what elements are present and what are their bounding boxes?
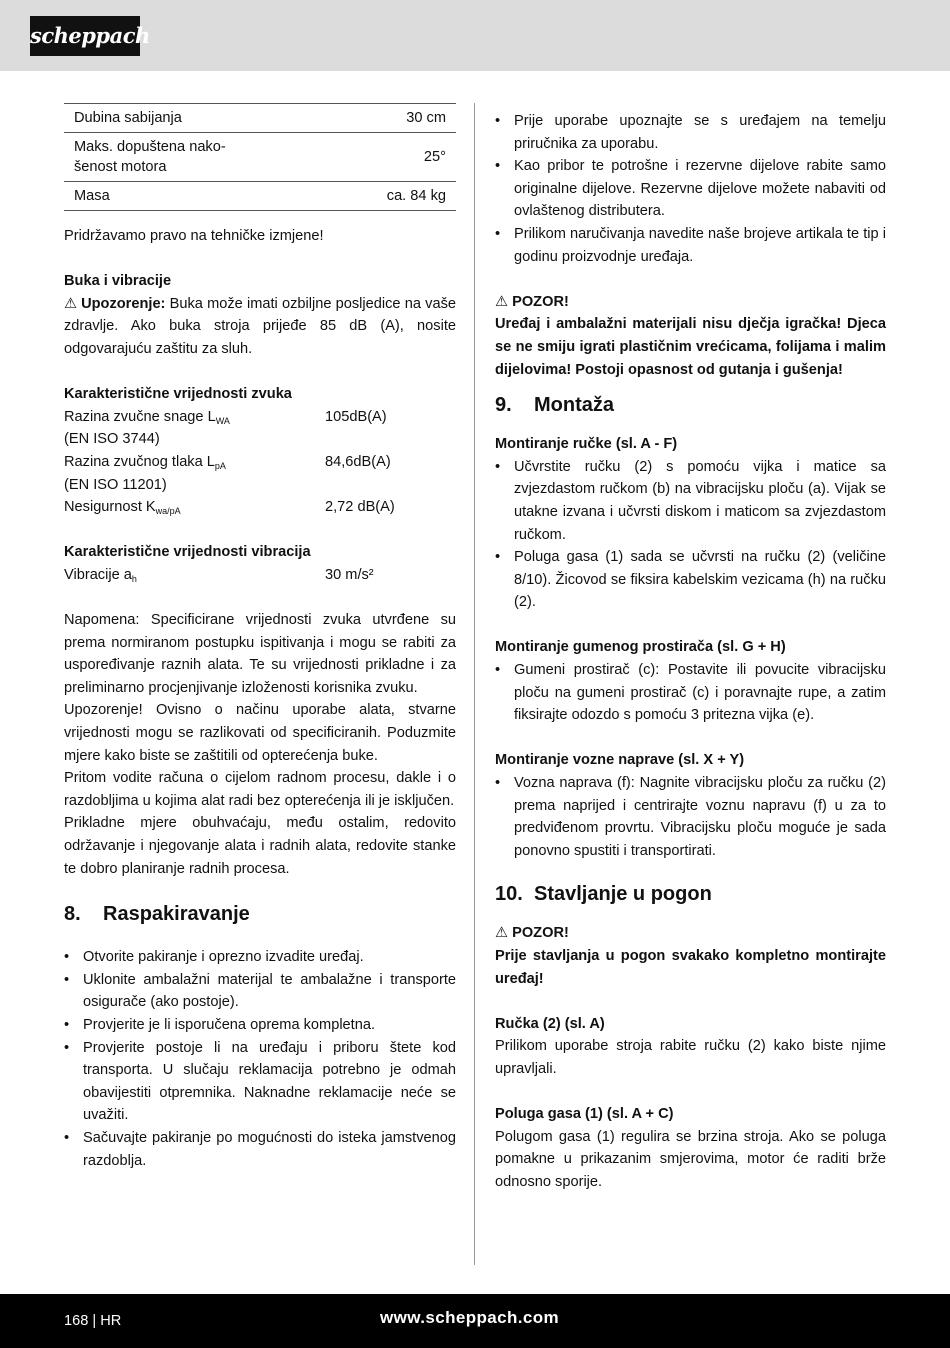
warning-icon: ⚠ — [495, 925, 509, 942]
intro-list — [495, 110, 886, 268]
list-item: • Učvrstite ručku (2) s pomoću vijka i matice sa zvjezdastom ručkom (b) na vibracijsku ploču (a). Vijak se utakne izvana i učvrsti diskom i maticom sa zvjezdastom ručkom. — [495, 456, 886, 546]
section-number: 8. — [64, 903, 81, 926]
sound-heading: Karakteristične vrijednosti zvuka — [64, 386, 292, 403]
spec-value: 30 cm — [264, 104, 456, 133]
wheel-heading: Montiranje vozne naprave (sl. X + Y) — [495, 752, 745, 769]
pozor-label: ⚠ POZOR! — [495, 922, 886, 945]
sound-power-label: Razina zvučne snage $L_{WA}$ — [64, 408, 230, 426]
warning-icon: ⚠ — [495, 293, 509, 310]
note-paragraph: Prikladne mjere obuhvaćaju, među ostalim, redovito održavanje i njegovanje alata i radnih alata, redovite stanke te dobro planiranje radnih procesa. — [64, 815, 456, 877]
sound-pressure-value: 84,6dB(A) — [325, 453, 391, 470]
warning-label: Upozorenje: — [81, 295, 166, 312]
table-row — [64, 182, 456, 211]
spec-label: Masa — [64, 182, 264, 211]
vibration-row — [64, 564, 456, 587]
wheel-list — [495, 772, 886, 862]
pozor-text: Prije stavljanja u pogon svakako kompletno montirajte uređaj! — [495, 948, 886, 987]
handle-heading: Montiranje ručke (sl. A - F) — [495, 436, 678, 453]
right-column — [495, 110, 886, 1194]
list-item: • Uklonite ambalažni materijal te ambalažne i transporte osigurače (ako postoje). — [64, 969, 456, 1014]
spec-label: Dubina sabijanja — [64, 104, 264, 133]
handle2-heading: Ručka (2) (sl. A) — [495, 1015, 605, 1032]
note-paragraph: Pritom vodite računa o cijelom radnom procesu, dakle i o razdobljima u kojima alat radi bez opterećenja ili je isključen. — [64, 770, 456, 809]
uncertainty-label: Nesigurnost $K_{wa/pA}$ — [64, 499, 181, 517]
sound-power-value: 105dB(A) — [325, 408, 387, 425]
list-item: • Provjerite postoje li na uređaju i priboru štete kod transporta. U slučaju reklamacija potrebno je odmah obavijestiti otpremnika. Naknadne reklamacije neće se uvažiti. — [64, 1037, 456, 1127]
spec-value: ca. 84 kg — [264, 182, 456, 211]
section-number: 9. — [495, 394, 512, 417]
throttle-text: Polugom gasa (1) regulira se brzina stroja. Ako se poluga pomakne u prikazanim smjerovima, motor će raditi brže odnosno sporije. — [495, 1128, 886, 1190]
website-link[interactable]: www.scheppach.com — [380, 1308, 560, 1327]
section-title: Montaža — [534, 394, 614, 417]
list-item: • Provjerite je li isporučena oprema kompletna. — [64, 1014, 456, 1037]
spec-table — [64, 103, 456, 211]
uncertainty-row — [64, 496, 456, 519]
list-item: • Prilikom naručivanja navedite naše brojeve artikala te tip i godinu proizvodnje uređaja. — [495, 223, 886, 268]
list-item: • Poluga gasa (1) sada se učvrsti na ručku (2) (veličine 8/10). Žicovod se fiksira kabelskim vezicama (h) na ručku (2). — [495, 546, 886, 614]
sound-power-row — [64, 406, 456, 429]
footer-bar — [0, 1294, 950, 1348]
mat-heading: Montiranje gumenog prostirača (sl. G + H) — [495, 639, 786, 656]
warning-icon: ⚠ — [64, 295, 78, 312]
sound-power-std: (EN ISO 3744) — [64, 431, 160, 448]
rights-note: Pridržavamo pravo na tehničke izmjene! — [64, 228, 324, 244]
table-row — [64, 104, 456, 133]
noise-warning — [64, 293, 456, 361]
vibration-label: Vibracije $a_h$ — [64, 566, 137, 584]
table-row — [64, 133, 456, 182]
list-item: • Otvorite pakiranje i oprezno izvadite uređaj. — [64, 946, 456, 969]
list-item: • Sačuvajte pakiranje po mogućnosti do isteka jamstvenog razdoblja. — [64, 1127, 456, 1172]
vibration-value: 30 m/s² — [325, 566, 374, 583]
handle2-text: Prilikom uporabe stroja rabite ručku (2) kako biste njime upravljali. — [495, 1038, 886, 1077]
list-item: • Kao pribor te potrošne i rezervne dijelove rabite samo originalne dijelove. Rezervne dijelove možete nabaviti od ovlaštenog distributera. — [495, 155, 886, 223]
list-item: • Vozna naprava (f): Nagnite vibracijsku ploču za ručku (2) prema naprijed i centrirajte voznu napravu (f) u za to predviđenom provrtu. Vibracijsku ploču moguće je sada ponovno spustiti i transportirati. — [495, 772, 886, 862]
throttle-heading: Poluga gasa (1) (sl. A + C) — [495, 1106, 674, 1123]
scheppach-logo: scheppach — [30, 16, 140, 56]
spec-value: 25° — [264, 133, 456, 182]
left-column — [64, 103, 456, 1172]
section-8-heading — [64, 900, 456, 928]
section-title: Raspakiravanje — [103, 903, 250, 926]
mat-list — [495, 659, 886, 727]
noise-heading: Buka i vibracije — [64, 273, 172, 290]
list-item: • Gumeni prostirač (c): Postavite ili povucite vibracijsku ploču na gumeni prostirač (c) i poravnajte rupe, a zatim fiksirajte odozdo s pomoću 3 pritezna vijka (e). — [495, 659, 886, 727]
column-divider — [474, 103, 475, 1265]
list-item: • Prije uporabe upoznajte se s uređajem na temelju priručnika za uporabu. — [495, 110, 886, 155]
section-number: 10. — [495, 883, 523, 906]
spec-label: Maks. dopuštena nako- šenost motora — [64, 133, 264, 182]
pozor-text: Uređaj i ambalažni materijali nisu dječja igračka! Djeca se ne smiju igrati plastičnim vrećicama, folijama i malim dijelovima! Postoji opasnost od gutanja i gušenja! — [495, 316, 886, 378]
page-number: 168 | HR — [64, 1313, 122, 1329]
sound-pressure-row — [64, 451, 456, 474]
handle-list — [495, 456, 886, 614]
header-bar — [0, 0, 950, 71]
vibration-heading: Karakteristične vrijednosti vibracija — [64, 544, 311, 561]
section-10-heading — [495, 880, 886, 908]
section-title: Stavljanje u pogon — [534, 883, 712, 906]
section-9-heading — [495, 391, 886, 419]
note-paragraph: Upozorenje! Ovisno o načinu uporabe alata, stvarne vrijednosti mogu se razlikovati od specificiranih. Poduzmite mjere kako biste se zaštitili od opterećenja buke. — [64, 702, 456, 764]
note-paragraph: Napomena: Specificirane vrijednosti zvuka utvrđene su prema normiranom postupku ispitivanja i mogu se rabiti za uspoređivanje raznih alata. Te su vrijednosti prikladne i za preliminarno procjenjivanje izloženosti korisnika zvuku. — [64, 612, 456, 696]
sound-pressure-std: (EN ISO 11201) — [64, 476, 167, 493]
unpack-list — [64, 946, 456, 1172]
warning-text: Buka može imati ozbiljne posljedice na vaše zdravlje. Ako buka stroja prijeđe 85 dB (A), nosite odgovarajuću zaštitu za sluh. — [64, 295, 456, 357]
uncertainty-value: 2,72 dB(A) — [325, 499, 395, 516]
sound-pressure-label: Razina zvučnog tlaka $L_{pA}$ — [64, 453, 226, 471]
pozor-label: ⚠ POZOR! — [495, 291, 886, 314]
